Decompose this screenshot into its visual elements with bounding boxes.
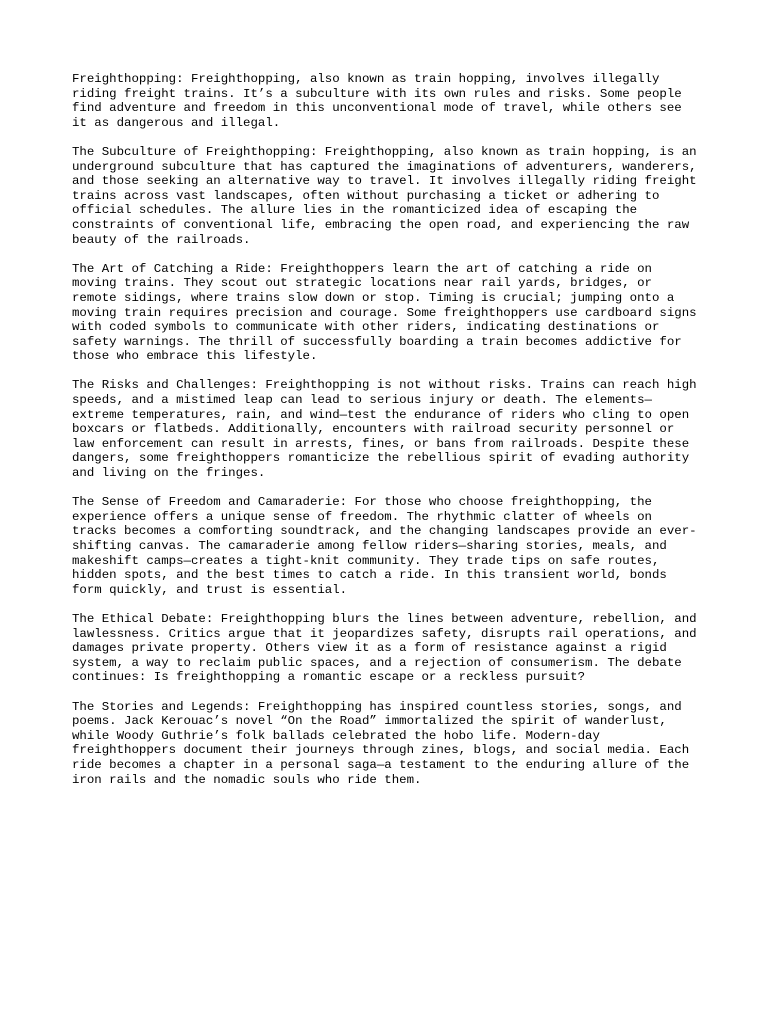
paragraph-freedom: The Sense of Freedom and Camaraderie: For those who choose freighthopping, the experience offers a unique sense of freedom. The rhythmic clatter of wheels on tracks becomes a comforting soundtrack, and the changing landscapes provide an ever-shifting canvas. The camaraderie among fellow riders—sharing stories, meals, and makeshift camps—creates a tight-knit community. They trade tips on safe routes, hidden spots, and the best times to catch a ride. In this transient world, bonds form quickly, and trust is essential. (72, 495, 697, 597)
paragraph-catching-a-ride: The Art of Catching a Ride: Freighthoppers learn the art of catching a ride on moving trains. They scout out strategic locations near rail yards, bridges, or remote sidings, where trains slow down or stop. Timing is crucial; jumping onto a moving train requires precision and courage. Some freighthoppers use cardboard signs with coded symbols to communicate with other riders, indicating destinations or safety warnings. The thrill of successfully boarding a train becomes addictive for those who embrace this lifestyle. (72, 261, 697, 364)
paragraph-ethical-debate: The Ethical Debate: Freighthopping blurs the lines between adventure, rebellion, and lawlessness. Critics argue that it jeopardizes safety, disrupts rail operations, and damages private property. Others view it as a form of resistance against a rigid system, a way to reclaim public spaces, and a rejection of consumerism. The debate continues: Is freighthopping a romantic escape or a reckless pursuit? (72, 611, 697, 685)
paragraph-subculture: The Subculture of Freighthopping: Freighthopping, also known as train hopping, is an underground subculture that has captured the imaginations of adventurers, wanderers, and those seeking an alternative way to travel. It involves illegally riding freight trains across vast landscapes, often without purchasing a ticket or adhering to official schedules. The allure lies in the romanticized idea of escaping the constraints of conventional life, embracing the open road, and experiencing the raw beauty of the railroads. (72, 144, 697, 247)
paragraph-risks: The Risks and Challenges: Freighthopping is not without risks. Trains can reach high speeds, and a mistimed leap can lead to serious injury or death. The elements—extreme temperatures, rain, and wind—test the endurance of riders who cling to open boxcars or flatbeds. Additionally, encounters with railroad security personnel or law enforcement can result in arrests, fines, or bans from railroads. Despite these dangers, some freighthoppers romanticize the rebellious spirit of evading authority and living on the fringes. (72, 378, 697, 481)
paragraph-intro: Freighthopping: Freighthopping, also known as train hopping, involves illegally riding freight trains. It’s a subculture with its own rules and risks. Some people find adventure and freedom in this unconventional mode of travel, while others see it as dangerous and illegal. (72, 72, 682, 130)
paragraph-stories: The Stories and Legends: Freighthopping has inspired countless stories, songs, and poems. Jack Kerouac’s novel “On the Road” immortalized the spirit of wanderlust, while Woody Guthrie’s folk ballads celebrated the hobo life. Modern-day freighthoppers document their journeys through zines, blogs, and social media. Each ride becomes a chapter in a personal saga—a testament to the enduring allure of the iron rails and the nomadic souls who ride them. (72, 699, 690, 787)
document-page (72, 72, 702, 802)
